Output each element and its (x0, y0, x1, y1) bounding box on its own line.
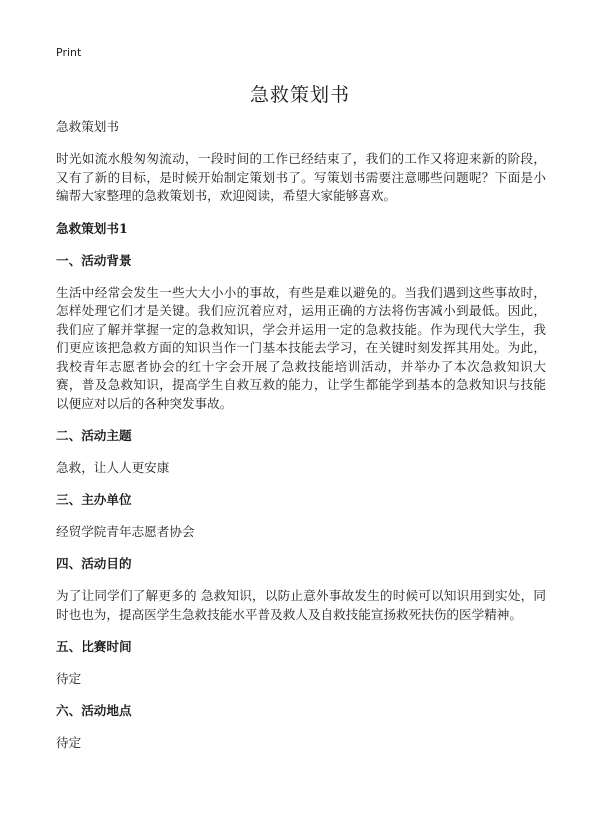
heading-organizer: 三、主办单位 (56, 492, 132, 507)
document-subtitle: 急救策划书 (56, 119, 119, 134)
document-title: 急救策划书 (249, 84, 350, 106)
heading-purpose: 四、活动目的 (56, 556, 132, 571)
paragraph-purpose: 为了让同学们了解更多的 急救知识，以防止意外事故发生的时候可以知识用到实处，同时也也为，提高医学生急救技能水平普及救人及自救技能宣扬救死扶伤的医学精神。 (56, 588, 546, 622)
paragraph-theme: 急救，让人人更安康 (56, 460, 170, 475)
section-title: 急救策划书1 (56, 220, 128, 236)
paragraph-location: 待定 (56, 735, 82, 750)
intro-paragraph: 时光如流水般匆匆流动，一段时间的工作已经结束了，我们的工作又将迎来新的阶段，又有了新的目标，是时候开始制定策划书了。写策划书需要注意哪些问题呢？下面是小编帮大家整理的急救策划书，欢迎阅读，希望大家能够喜欢。 (56, 151, 546, 203)
heading-theme: 二、活动主题 (56, 428, 132, 443)
paragraph-organizer: 经贸学院青年志愿者协会 (56, 524, 195, 539)
document-body (56, 118, 546, 766)
heading-location: 六、活动地点 (56, 703, 132, 718)
heading-background: 一、活动背景 (56, 252, 132, 268)
heading-time: 五、比赛时间 (56, 639, 132, 654)
paragraph-time: 待定 (56, 671, 82, 686)
print-label[interactable]: Print (56, 46, 82, 59)
paragraph-background: 生活中经常会发生一些大大小小的事故，有些是难以避免的。当我们遇到这些事故时，怎样处理它们才是关键。我们应沉着应对，运用正确的方法将伤害减小到最低。因此，我们应了解并掌握一定的急救知识，学会并运用一定的急救技能。作为现代大学生，我们更应该把急救方面的知识当作一门基本技能去学习，在关键时刻发挥其用处。为此，我校青年志愿者协会的红十字会开展了急救技能培训活动，并举办了本次急救知识大赛，普及急救知识，提高学生自救互救的能力，让学生都能学到基本的急救知识与技能以便应对以后的各种突发事故。 (56, 284, 546, 411)
